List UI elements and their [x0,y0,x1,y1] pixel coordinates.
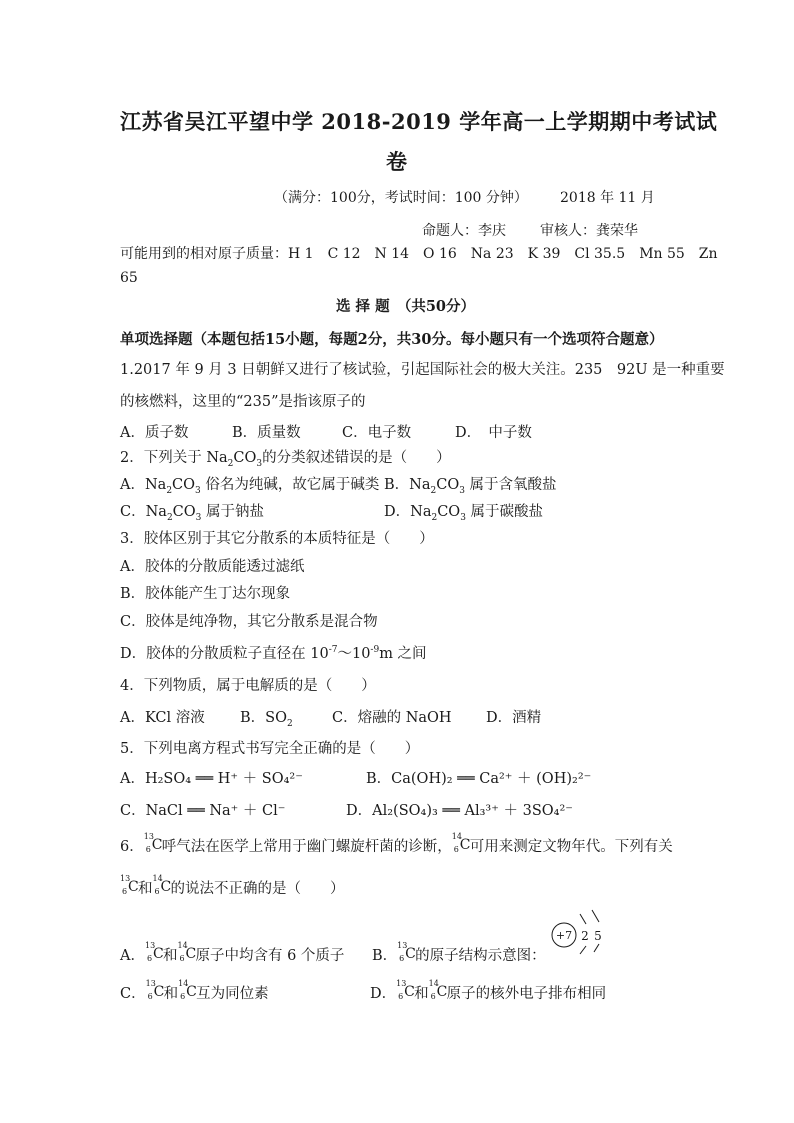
shell-2-arc-top [592,910,599,922]
q1-option-d[interactable]: D． 中子数 [455,425,532,441]
q2-option-a[interactable]: A．$Na_2CO_3$ 俗名为纯碱，故它属于碱类 [120,477,380,496]
q5-option-b[interactable]: B．Ca(OH)₂ ══ Ca²⁺ ＋ (OH)₂²⁻ [366,771,592,787]
shell-1-electrons: 2 [581,929,589,943]
q5-option-a[interactable]: A．H₂SO₄ ══ H⁺ ＋ SO₄²⁻ [120,771,303,787]
q1-option-c[interactable]: C．电子数 [342,425,412,441]
atomic-mass-line2: 65 [120,270,138,286]
q4-stem: 4．下列物质，属于电解质的是（ ） [120,678,376,694]
q4-option-a[interactable]: A．KCl 溶液 [120,710,205,726]
q5-stem: 5．下列电离方程式书写完全正确的是（ ） [120,741,420,757]
q1-option-b[interactable]: B．质量数 [232,425,301,441]
q6-option-c[interactable]: C． 13 6 C 和 14 6 C 互为同位素 [120,979,269,1002]
page-title-line1: 江苏省吴江平望中学 2018-2019 学年高一上学期期中考试试 [120,109,718,134]
q6-option-b[interactable]: B． 13 6 C 的原子结构示意图： [372,941,546,964]
q3-option-a[interactable]: A．胶体的分散质能透过滤纸 [120,559,305,575]
q6-line1: 6． 13 6 C 呼气法在医学上常用于幽门螺旋杆菌的诊断， 14 6 C 可用来测定文物年代。下列有关 [120,832,673,855]
nuclide-c14: 14 6 C [451,832,471,854]
q2-option-c[interactable]: C．$Na_2CO_3$ 属于钠盐 [120,504,264,523]
nuclide-c13: 13 6 C [143,832,163,854]
atomic-structure-diagram [540,906,620,956]
q1-line1: 1.2017 年 9 月 3 日朝鲜又进行了核试验，引起国际社会的极大关注。235 92U 是一种重要 [120,362,725,378]
section-instruction: 单项选择题（本题包括15小题，每题2分，共30分。每小题只有一个选项符合题意） [120,331,664,348]
q4-option-d[interactable]: D．酒精 [486,710,542,726]
exam-date: 2018 年 11 月 [560,190,655,206]
exam-reviewer: 审核人：龚荣华 [540,223,638,239]
nucleus-charge: +7 [555,929,573,942]
q6-option-a[interactable]: A． 13 6 C 和 14 6 C 原子中均含有 6 个质子 [120,941,345,964]
q5-option-d[interactable]: D．Al₂(SO₄)₃ ══ Al₃³⁺ ＋ 3SO₄²⁻ [346,803,573,819]
atomic-mass-line1: 可能用到的相对原子质量：H 1 C 12 N 14 O 16 Na 23 K 39 Cl 35.5 Mn 55 Zn [120,246,718,262]
shell-2-electrons: 5 [594,929,602,943]
exam-meta: （满分：100分，考试时间：100 分钟） [274,190,528,206]
q3-stem: 3．胶体区别于其它分散系的本质特征是（ ） [120,531,434,547]
q6-line2: 13 6 C 和 14 6 C 的说法不正确的是（ ） [120,874,345,897]
shell-2-arc-bottom [594,944,599,952]
q4-option-b[interactable]: B．$SO_2$ [240,710,293,729]
q3-option-c[interactable]: C．胶体是纯净物，其它分散系是混合物 [120,614,378,630]
q4-option-c[interactable]: C．熔融的 NaOH [332,710,452,726]
q3-option-b[interactable]: B．胶体能产生丁达尔现象 [120,586,291,602]
shell-1-arc-bottom [580,946,586,954]
q3-option-d[interactable]: D．胶体的分散质粒子直径在 $10^{-7}\sim 10^{-9}m$ 之间 [120,645,427,662]
q2-option-b[interactable]: B．$Na_2CO_3$ 属于含氧酸盐 [384,477,557,496]
shell-1-arc-top [580,914,586,924]
section-title: 选 择 题 （共50分） [336,298,476,315]
q1-option-a[interactable]: A．质子数 [120,425,189,441]
q5-option-c[interactable]: C．NaCl ══ Na⁺ ＋ Cl⁻ [120,803,286,819]
q6-option-d[interactable]: D． 13 6 C 和 14 6 C 原子的核外电子排布相同 [370,979,607,1002]
q1-line2: 的核燃料，这里的“235”是指该原子的 [120,394,366,410]
q2-stem: 2．下列关于 $Na_2CO_3$的分类叙述错误的是（ ） [120,450,451,469]
page-title-line2: 卷 [386,149,408,174]
exam-author: 命题人：李庆 [422,223,506,239]
q2-option-d[interactable]: D．$Na_2CO_3$ 属于碳酸盐 [384,504,544,523]
